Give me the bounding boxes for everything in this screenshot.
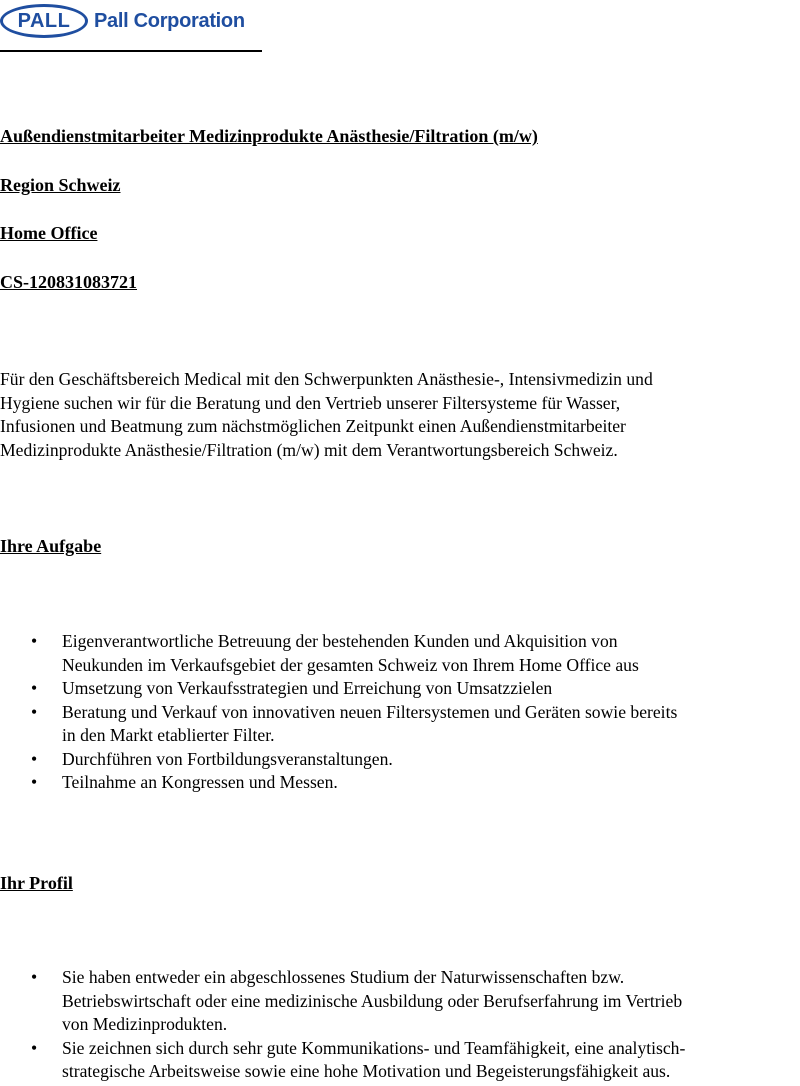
- bullet-icon: •: [31, 1037, 38, 1058]
- bullet-icon: •: [31, 772, 38, 792]
- bullet-icon: •: [31, 748, 38, 769]
- list-item: [0, 748, 800, 772]
- list-item: [0, 677, 800, 701]
- list-item-line: Teilnahme an Kongressen und Messen.: [62, 772, 338, 792]
- list-item-line: Sie haben entweder ein abgeschlossenes Studium der Naturwissenschaften bzw.: [62, 967, 625, 987]
- header-rule: [0, 50, 262, 52]
- list-item: [0, 771, 800, 795]
- intro-paragraph: [0, 368, 800, 462]
- list-item-line: Umsetzung von Verkaufsstrategien und Erreichung von Umsatzzielen: [62, 678, 553, 698]
- list-item-line: strategische Arbeitsweise sowie eine hohe Motivation und Begeisterungsfähigkeit aus.: [62, 1061, 671, 1081]
- tasks-list: [0, 630, 800, 795]
- intro-line: Medizinprodukte Anästhesie/Filtration (m/w) mit dem Verantwortungsbereich Schweiz.: [0, 439, 618, 460]
- list-item: [0, 966, 800, 1037]
- bullet-icon: •: [31, 678, 38, 698]
- reference-number: CS-120831083721: [0, 272, 138, 292]
- logo-badge: PALL: [0, 4, 88, 38]
- list-item-line: Betriebswirtschaft oder eine medizinische Ausbildung oder Berufserfahrung im Vertrieb: [62, 990, 683, 1011]
- list-item-line: von Medizinprodukten.: [62, 1014, 228, 1034]
- list-item-line: in den Markt etablierter Filter.: [62, 725, 275, 745]
- list-item: [0, 630, 800, 677]
- location-heading: Home Office: [0, 223, 98, 243]
- bullet-icon: •: [31, 967, 38, 987]
- profile-list: [0, 966, 800, 1084]
- job-title: Außendienstmitarbeiter Medizinprodukte Anästhesie/Filtration (m/w): [0, 126, 538, 146]
- profile-heading: Ihr Profil: [0, 873, 73, 893]
- intro-line: Für den Geschäftsbereich Medical mit den Schwerpunkten Anästhesie-, Intensivmedizin und: [0, 369, 653, 389]
- list-item-line: Beratung und Verkauf von innovativen neuen Filtersystemen und Geräten sowie bereits: [62, 701, 678, 722]
- list-item-line: Durchführen von Fortbildungsveranstaltungen.: [62, 748, 393, 769]
- intro-line: Infusionen und Beatmung zum nächstmöglichen Zeitpunkt einen Außendienstmitarbeiter: [0, 416, 626, 436]
- list-item-line: Eigenverantwortliche Betreuung der bestehenden Kunden und Akquisition von: [62, 631, 618, 651]
- bullet-icon: •: [31, 701, 38, 722]
- logo-company-name: Pall Corporation: [94, 9, 245, 32]
- list-item-line: Neukunden im Verkaufsgebiet der gesamten Schweiz von Ihrem Home Office aus: [62, 654, 639, 675]
- intro-line: Hygiene suchen wir für die Beratung und den Vertrieb unserer Filtersysteme für Wasser,: [0, 392, 621, 413]
- company-logo: [0, 2, 245, 40]
- list-item: [0, 1037, 800, 1084]
- list-item-line: Sie zeichnen sich durch sehr gute Kommunikations- und Teamfähigkeit, eine analytisch-: [62, 1037, 686, 1058]
- tasks-heading: Ihre Aufgabe: [0, 536, 102, 556]
- bullet-icon: •: [31, 631, 38, 651]
- region-heading: Region Schweiz: [0, 175, 121, 195]
- list-item: [0, 701, 800, 748]
